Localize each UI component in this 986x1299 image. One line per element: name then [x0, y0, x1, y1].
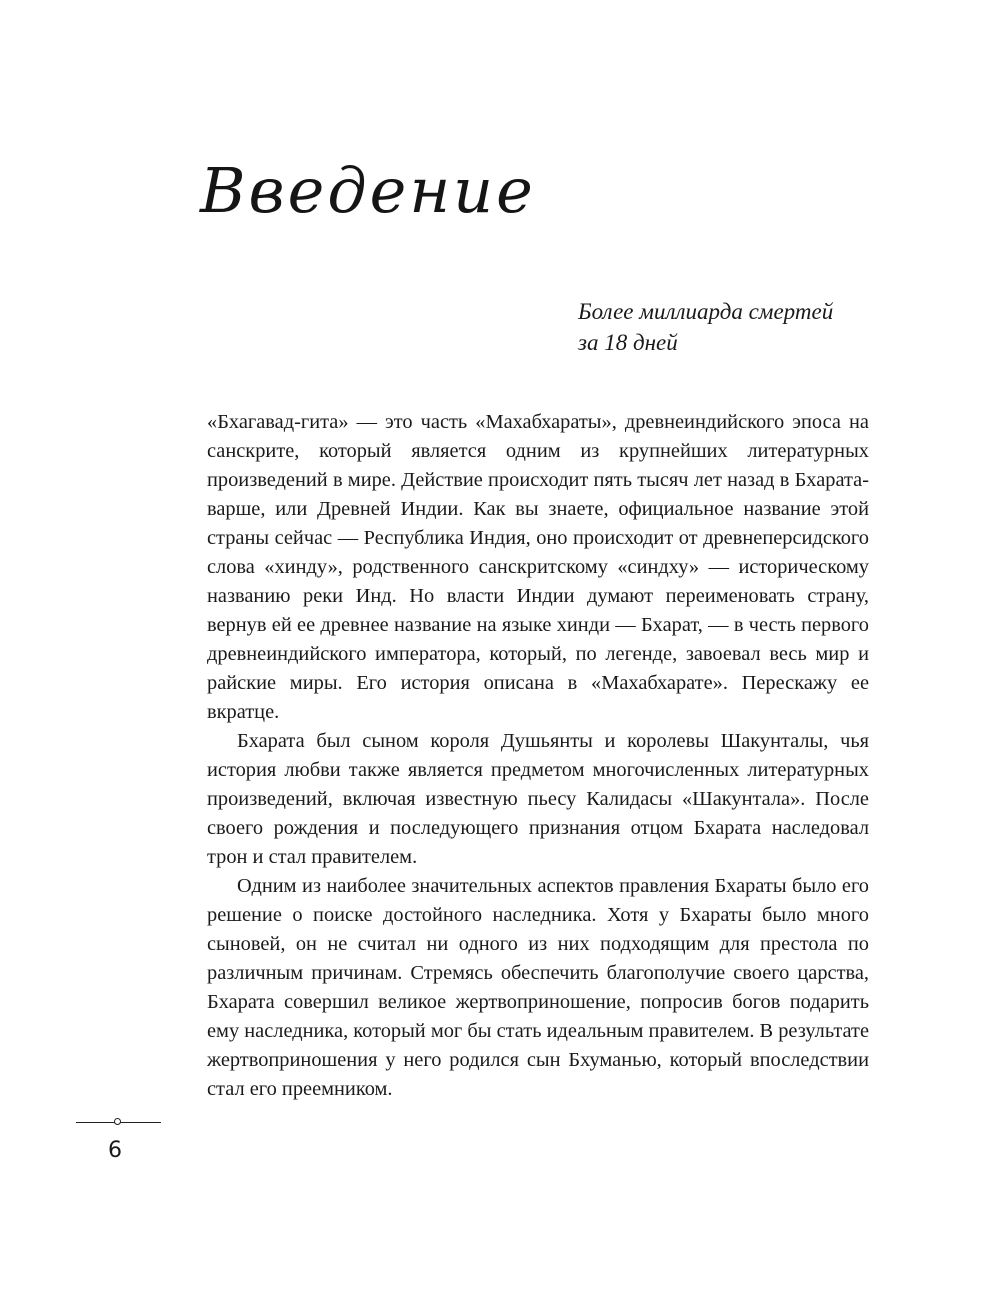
- paragraph-1: «Бхагавад-гита» — это часть «Махабхараты», древнеиндийского эпоса на санскрите, который является одним из крупнейших литературных произведений в мире. Действие происходит пять тысяч лет назад в Бхарата-варше, или Древней Индии. Как вы знаете, официальное название этой страны сейчас — Республика Индия, оно происходит от древнеперсидского слова «хинду», родственного санскритскому «синдху» — историческому названию реки Инд. Но власти Индии думают переименовать страну, вернув ей ее древнее название на языке хинди — Бхарат, — в честь первого древнеиндийского императора, который, по легенде, завоевал весь мир и райские миры. Его история описана в «Махабхарате». Перескажу ее вкратце.: [207, 411, 869, 723]
- epigraph-line-2: за 18 дней: [578, 330, 678, 355]
- folio-ornament-dot: [114, 1118, 121, 1125]
- body-text: [207, 408, 869, 1104]
- chapter-title: Введение: [200, 154, 536, 227]
- page-number: 6: [108, 1138, 122, 1163]
- epigraph: [578, 296, 878, 358]
- paragraph-3: Одним из наиболее значительных аспектов правления Бхараты было его решение о поиске достойного наследника. Хотя у Бхараты было много сыновей, он не считал ни одного из них подходящим для престола по различным причинам. Стремясь обеспечить благополучие своего царства, Бхарата совершил великое жертвоприношение, попросив богов подарить ему наследника, который мог бы стать идеальным правителем. В результате жертвоприношения у него родился сын Бхуманью, который впоследствии стал его преемником.: [207, 875, 869, 1100]
- epigraph-line-1: Более миллиарда смертей: [578, 299, 834, 324]
- paragraph-2: Бхарата был сыном короля Душьянты и королевы Шакунталы, чья история любви также является предметом многочисленных литературных произведений, включая известную пьесу Калидасы «Шакунтала». После своего рождения и последующего признания отцом Бхарата наследовал трон и стал правителем.: [207, 730, 869, 868]
